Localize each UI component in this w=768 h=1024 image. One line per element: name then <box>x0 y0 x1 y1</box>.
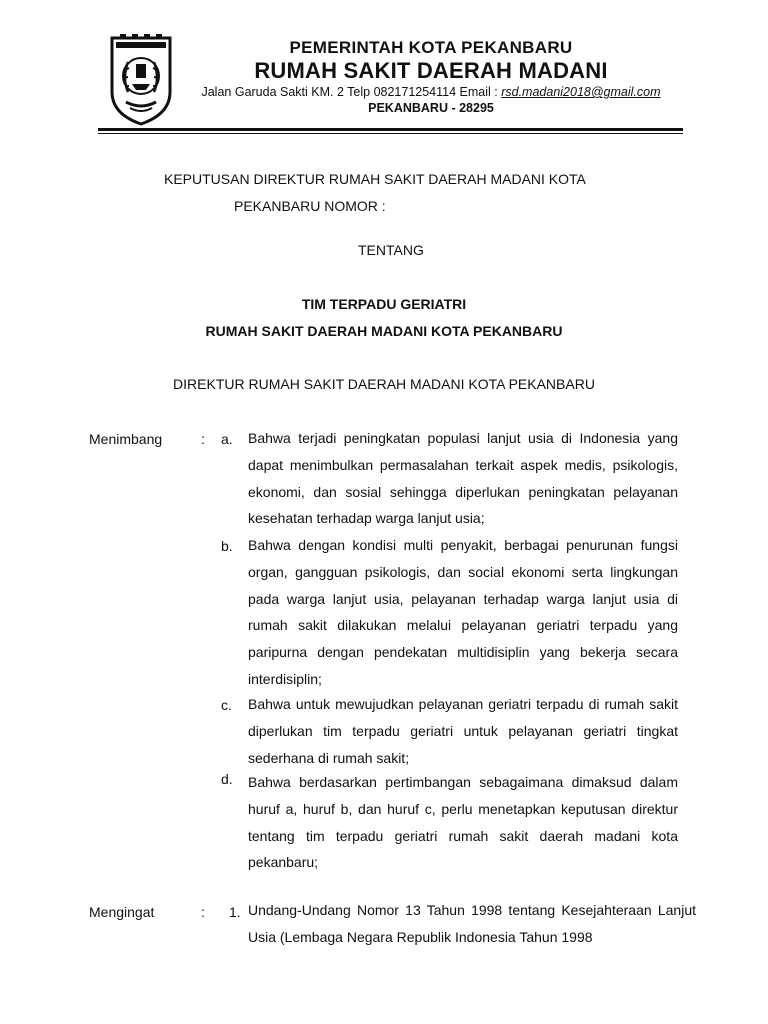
address-text: Jalan Garuda Sakti KM. 2 Telp 082171254114 Email : <box>201 85 502 99</box>
decree-issuer: DIREKTUR RUMAH SAKIT DAERAH MADANI KOTA PEKANBARU <box>173 376 595 392</box>
decree-subject-2: RUMAH SAKIT DAERAH MADANI KOTA PEKANBARU <box>205 323 563 339</box>
mengingat-item-1: Undang-Undang Nomor 13 Tahun 1998 tentang Kesejahteraan Lanjut Usia (Lembaga Negara Republik Indonesia Tahun 1998 <box>248 902 696 945</box>
mengingat-colon: : <box>201 904 205 920</box>
menimbang-mark-c: c. <box>221 697 232 713</box>
decree-about: TENTANG <box>358 242 424 258</box>
mengingat-label: Mengingat <box>89 904 155 920</box>
menimbang-mark-b: b. <box>221 538 233 554</box>
letterhead <box>98 34 683 134</box>
email-address: rsd.madani2018@gmail.com <box>501 85 661 99</box>
menimbang-mark-d: d. <box>221 771 233 787</box>
city-coat-of-arms-icon <box>106 34 176 126</box>
letterhead-divider <box>98 128 683 131</box>
menimbang-item-d: Bahwa berdasarkan pertimbangan sebagaimana dimaksud dalam huruf a, huruf b, dan huruf c, perlu menetapkan keputusan direktur tentang tim terpadu geriatri rumah sakit daerah madani kota pekanbaru; <box>248 774 678 871</box>
mengingat-mark-1: 1. <box>229 904 241 920</box>
letterhead-text <box>176 34 686 116</box>
menimbang-item-a: Bahwa terjadi peningkatan populasi lanjut usia di Indonesia yang dapat menimbulkan permasalahan terkait aspek medis, psikologis, ekonomi, dan sosial sehingga diperlukan peningkatan pelayanan kesehatan terhadap warga lanjut usia; <box>248 430 678 527</box>
decree-title-line2: PEKANBARU NOMOR : <box>234 198 386 214</box>
hospital-name: RUMAH SAKIT DAERAH MADANI <box>254 58 608 83</box>
decree-title-line1: KEPUTUSAN DIREKTUR RUMAH SAKIT DAERAH MADANI KOTA <box>164 171 586 187</box>
menimbang-item-b: Bahwa dengan kondisi multi penyakit, berbagai penurunan fungsi organ, gangguan psikologis, dan social ekonomi serta lingkungan pada warga lanjut usia, pelayanan terhadap warga lanjut usia di rumah sakit dilakukan melalui pelayanan geriatri terpadu yang paripurna dengan pendekatan multidisiplin yang bekerja secara interdisiplin; <box>248 537 678 687</box>
address-line <box>176 84 686 100</box>
menimbang-item-c: Bahwa untuk mewujudkan pelayanan geriatri terpadu di rumah sakit diperlukan tim terpadu geriatri untuk pelayanan geriatri tingkat sederhana di rumah sakit; <box>248 696 678 766</box>
decree-subject-1: TIM TERPADU GERIATRI <box>301 296 467 312</box>
city-postal: PEKANBARU - 28295 <box>368 101 494 115</box>
menimbang-colon: : <box>201 431 205 447</box>
menimbang-label: Menimbang <box>89 431 163 447</box>
letterhead-divider-thin <box>98 133 683 134</box>
government-name: PEMERINTAH KOTA PEKANBARU <box>289 38 573 57</box>
menimbang-mark-a: a. <box>221 431 233 447</box>
